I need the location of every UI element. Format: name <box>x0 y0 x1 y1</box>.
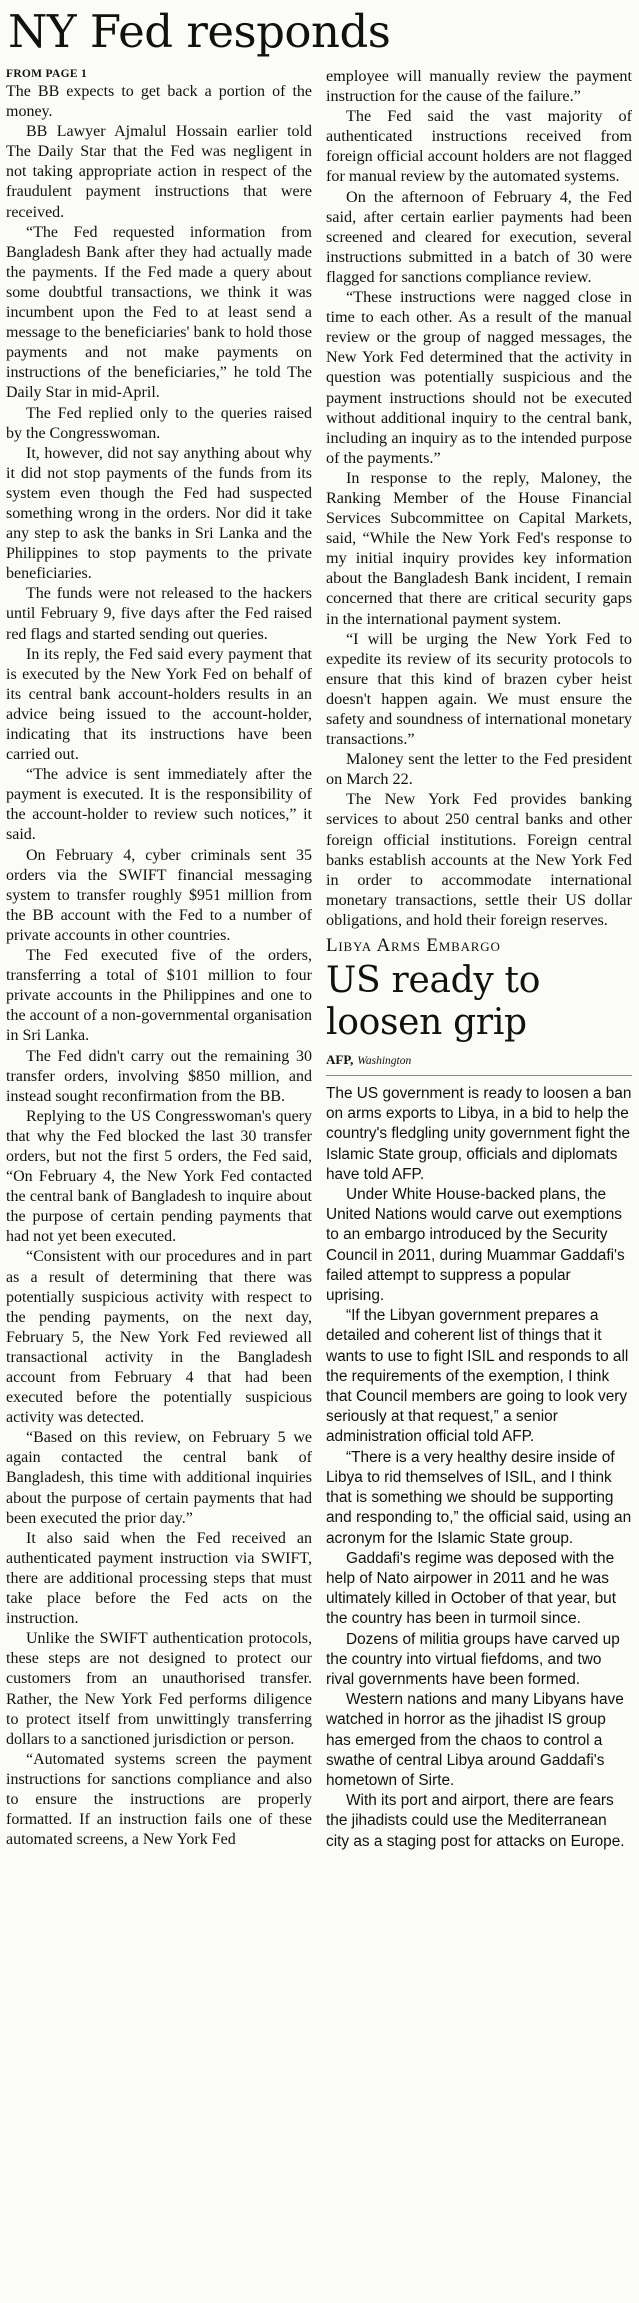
second-story <box>326 934 632 1852</box>
body-paragraph: BB Lawyer Ajmalul Hossain earlier told The Daily Star that the Fed was negligent in not taking appropriate action in respect of the fraudulent payment instructions that were received. <box>6 123 312 221</box>
article-columns <box>6 66 633 1852</box>
body-paragraph: The Fed didn't carry out the remaining 30 transfer orders, involving $850 million, and instead sought reconfirmation from the BB. <box>6 1047 312 1105</box>
body-paragraph: Replying to the US Congresswoman's query that why the Fed blocked the last 30 transfer orders, but not the first 5 orders, the Fed said, “On February 4, the New York Fed contacted the central bank of Bangladesh to inquire about the purpose of certain pending payments that had not yet been executed. <box>6 1107 312 1246</box>
body-paragraph: “The Fed requested information from Bangladesh Bank after they had actually made the payments. If the Fed made a query about some doubtful transactions, we think it was incumbent upon the Fed to at least send a message to the beneficiaries' bank to hold those payments and not make payments on instructions of the beneficiaries,” he told The Daily Star in mid-April. <box>6 223 312 402</box>
left-column <box>6 66 312 1852</box>
body-paragraph: Maloney sent the letter to the Fed president on March 22. <box>326 750 632 789</box>
body-paragraph: The Fed executed five of the orders, transferring a total of $101 million to four private accounts in the Philippines and one to the account of a non-governmental organisation in Sri Lanka. <box>6 947 312 1045</box>
byline-agency: AFP, <box>326 1052 354 1068</box>
body-paragraph: Western nations and many Libyans have watched in horror as the jihadist IS group has emerged from the chaos to control a swathe of central Libya around Gaddafi's hometown of Sirte. <box>326 1691 624 1789</box>
body-paragraph: The New York Fed provides banking services to about 250 central banks and other foreign official institutions. Foreign central banks establish accounts at the New York Fed in order to accommodate international monetary transactions, settle their US dollar obligations, and hold their foreign reserves. <box>326 790 632 929</box>
body-paragraph: Dozens of militia groups have carved up the country into virtual fiefdoms, and two rival governments have been formed. <box>326 1630 620 1688</box>
body-paragraph: The Fed said the vast majority of authenticated instructions received from foreign official account holders are not flagged for manual review by the automated systems. <box>326 107 632 186</box>
body-paragraph: On the afternoon of February 4, the Fed said, after certain earlier payments had been screened and cleared for execution, several instructions submitted in a batch of 30 were flagged for sanctions compliance review. <box>326 187 632 286</box>
body-paragraph: The US government is ready to loosen a ban on arms exports to Libya, in a bid to help the country's fledgling unity government fight the Islamic State group, officials and diplomats have told AFP. <box>326 1085 632 1183</box>
page-headline: NY Fed responds <box>8 5 391 58</box>
body-paragraph: “Based on this review, on February 5 we again contacted the central bank of Bangladesh, this time with additional inquiries about the purpose of certain payments that had been executed the prior day.” <box>6 1429 312 1527</box>
byline <box>326 1052 632 1069</box>
body-paragraph: “There is a very healthy desire inside of Libya to rid themselves of ISIL, and I think that is something we should be supporting and responding to,” the official said, using an acronym for the Islamic State group. <box>326 1448 632 1547</box>
body-paragraph: With its port and airport, there are fears the jihadists could use the Mediterranean city as a staging post for attacks on Europe. <box>326 1792 625 1850</box>
body-paragraph: employee will manually review the payment instruction for the cause of the failure.” <box>326 67 632 106</box>
body-paragraph: The BB expects to get back a portion of the money. <box>6 83 312 121</box>
right-column <box>326 66 632 1852</box>
byline-dateline: Washington <box>357 1055 412 1068</box>
second-story-body <box>326 1084 632 1852</box>
body-paragraph: It also said when the Fed received an authenticated payment instruction via SWIFT, there are additional processing steps that must take place before the Fed acts on the instruction. <box>6 1529 312 1628</box>
body-paragraph: The Fed replied only to the queries raised by the Congresswoman. <box>6 404 312 442</box>
byline-divider <box>326 1075 632 1076</box>
body-paragraph: In response to the reply, Maloney, the Ranking Member of the House Financial Services Subcommittee on Capital Markets, said, “While the New York Fed's response to my initial inquiry provides key information about the Bangladesh Bank incident, I remain concerned that there are critical security gaps in the international payment system. <box>326 468 632 628</box>
body-paragraph: The funds were not released to the hackers until February 9, five days after the Fed raised red flags and started sending out queries. <box>6 585 312 643</box>
body-paragraph: It, however, did not say anything about why it did not stop payments of the funds from its system even though the Fed had suspected something wrong in the orders. Nor did it take any step to ask the banks in Sri Lanka and the Philippines to stop payments to the private beneficiaries. <box>6 444 312 583</box>
body-paragraph: “The advice is sent immediately after the payment is executed. It is the responsibility of the account-holder to review such notices,” it said. <box>6 766 312 844</box>
body-paragraph: “These instructions were nagged close in time to each other. As a result of the manual review or the group of nagged messages, the New York Fed determined that the activity in question was potentially suspicious and the payment instructions should not be executed without additional inquiry to the central bank, including an inquiry as to the intended purpose of the payments.” <box>326 288 632 467</box>
body-paragraph: Gaddafi's regime was deposed with the help of Nato airpower in 2011 and he was ultimately killed in October of that year, but the country has been in turmoil since. <box>326 1549 617 1628</box>
body-paragraph: In its reply, the Fed said every payment that is executed by the New York Fed on behalf of its central bank account-holders results in an advice being issued to the account-holder, indicating that its instructions have been carried out. <box>6 645 312 764</box>
body-paragraph: On February 4, cyber criminals sent 35 orders via the SWIFT financial messaging system to transfer roughly $951 million from the BB account with the Fed to a number of private accounts in other countries. <box>6 846 312 944</box>
second-story-kicker: Libya Arms Embargo <box>326 935 501 957</box>
second-story-headline: US ready to loosen grip <box>326 960 541 1044</box>
body-paragraph: Under White House-backed plans, the United Nations would carve out exemptions to an embargo introduced by the Security Council in 2011, during Muammar Gaddafi's failed attempt to suppress a popular uprising. <box>326 1186 625 1305</box>
body-paragraph: “Consistent with our procedures and in part as a result of determining that there was potentially suspicious activity with respect to the pending payments, on the next day, February 5, the New York Fed reviewed all transactional activity in the Bangladesh account from February 4 that had been executed before the potentially suspicious activity was detected. <box>6 1248 312 1427</box>
body-paragraph: “Automated systems screen the payment instructions for sanctions compliance and also to ensure the instructions are properly formatted. If an instruction fails one of these automated screens, a New York Fed <box>6 1750 312 1849</box>
body-paragraph: “If the Libyan government prepares a detailed and coherent list of things that it wants to use to fight ISIL and responds to all the requirements of the exemption, I think that Council members are going to look very seriously at that request,” a senior administration official told AFP. <box>326 1307 629 1446</box>
body-paragraph: Unlike the SWIFT authentication protocols, these steps are not designed to protect our customers from an unauthorised transfer. Rather, the New York Fed performs diligence to protect itself from unwittingly transferring dollars to a sanctioned jurisdiction or person. <box>6 1630 312 1748</box>
body-paragraph: “I will be urging the New York Fed to expedite its review of its security protocols to ensure that this kind of brazen cyber heist doesn't happen again. We must ensure the safety and soundness of international monetary transactions.” <box>326 629 632 749</box>
continued-kicker: FROM PAGE 1 <box>6 68 88 80</box>
